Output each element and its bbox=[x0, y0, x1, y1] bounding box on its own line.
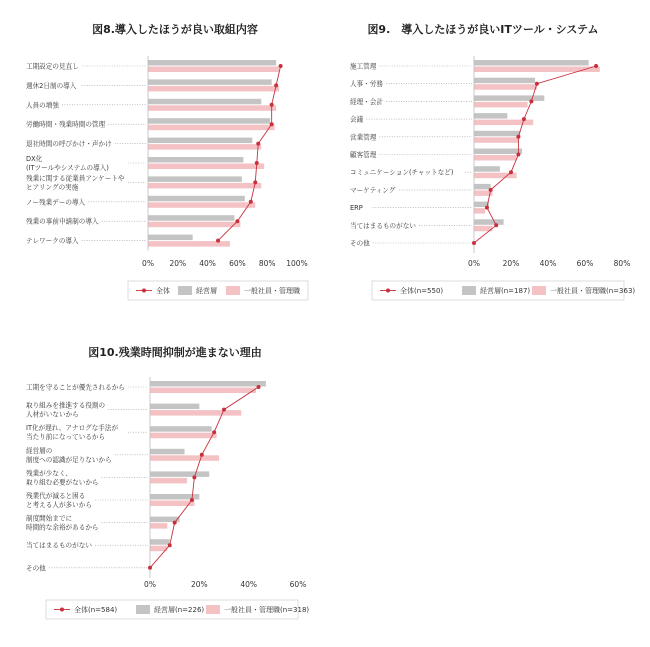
legend-label: 全体(n=550) bbox=[400, 287, 444, 295]
legend-marker-all bbox=[60, 608, 64, 612]
legend-label: 経営層 bbox=[196, 287, 217, 295]
x-tick-label: 60% bbox=[576, 259, 594, 268]
bar-staff bbox=[148, 144, 261, 150]
point-all bbox=[522, 117, 526, 121]
x-tick-label: 0% bbox=[142, 259, 154, 268]
point-all bbox=[168, 543, 172, 547]
bar-mgmt bbox=[148, 79, 272, 85]
category-label: 制度開始までに時間的な余裕があるから bbox=[26, 514, 99, 532]
category-label: その他 bbox=[350, 239, 370, 248]
point-all bbox=[270, 103, 274, 107]
legend-label: 全体(n=584) bbox=[74, 606, 118, 614]
point-all bbox=[212, 430, 216, 434]
legend-swatch-mgmt bbox=[462, 286, 476, 295]
category-label: 退社時間の呼びかけ・声かけ bbox=[26, 140, 112, 149]
bar-staff bbox=[150, 455, 219, 461]
legend-swatch-staff bbox=[532, 286, 546, 295]
bar-mgmt bbox=[148, 60, 276, 66]
bar-staff bbox=[474, 137, 518, 143]
point-all bbox=[472, 241, 476, 245]
x-tick-label: 20% bbox=[502, 259, 520, 268]
bar-mgmt bbox=[474, 131, 520, 137]
point-all bbox=[529, 99, 533, 103]
bar-mgmt bbox=[474, 95, 544, 101]
bar-mgmt bbox=[474, 78, 535, 84]
category-label: 工期設定の見直し bbox=[26, 62, 79, 71]
point-all bbox=[148, 566, 152, 570]
bar-staff bbox=[148, 125, 275, 131]
bar-mgmt bbox=[474, 113, 507, 119]
bar-staff bbox=[474, 84, 537, 90]
bar-staff bbox=[148, 67, 279, 73]
legend-label: 一般社員・管理職(n=318) bbox=[224, 606, 310, 614]
bar-staff bbox=[474, 102, 528, 108]
bar-staff bbox=[148, 164, 264, 170]
point-all bbox=[253, 180, 257, 184]
legend-marker-all bbox=[386, 289, 390, 293]
category-label: 会議 bbox=[350, 115, 364, 124]
bar-staff bbox=[148, 105, 276, 111]
category-label: 経理・会計 bbox=[350, 97, 383, 106]
x-tick-label: 60% bbox=[289, 580, 307, 589]
bar-mgmt bbox=[148, 176, 242, 182]
point-all bbox=[594, 64, 598, 68]
bar-mgmt bbox=[150, 381, 266, 387]
category-label: 人事・労務 bbox=[350, 80, 383, 89]
x-tick-label: 80% bbox=[258, 259, 276, 268]
bar-mgmt bbox=[150, 426, 212, 432]
bar-staff bbox=[148, 202, 255, 208]
x-tick-label: 0% bbox=[144, 580, 156, 589]
category-label: ERP bbox=[350, 204, 363, 213]
category-label: 工期を守ることが優先されるから bbox=[26, 383, 125, 392]
bar-mgmt bbox=[148, 157, 243, 163]
bar-mgmt bbox=[148, 118, 270, 124]
bar-mgmt bbox=[148, 215, 234, 221]
point-all bbox=[222, 408, 226, 412]
bar-mgmt bbox=[148, 235, 193, 241]
category-label: DX化(ITツールやシステムの導入) bbox=[26, 155, 109, 172]
bar-mgmt bbox=[150, 471, 209, 477]
category-label: コミュニケーション(チャットなど) bbox=[350, 168, 454, 177]
bar-mgmt bbox=[148, 138, 252, 144]
point-all bbox=[249, 200, 253, 204]
legend-swatch-staff bbox=[226, 286, 240, 295]
category-label: 経営層の制度への認識が足りないから bbox=[26, 446, 112, 464]
legend-swatch-staff bbox=[206, 605, 220, 614]
category-label: 残業に関する従業員アンケートやヒアリングの実施 bbox=[26, 174, 125, 192]
point-all bbox=[516, 135, 520, 139]
category-label: 施工管理 bbox=[350, 62, 377, 71]
bar-staff bbox=[474, 208, 485, 214]
legend-label: 一般社員・管理職(n=363) bbox=[550, 287, 636, 295]
legend-label: 経営層(n=226) bbox=[154, 606, 205, 614]
bar-mgmt bbox=[474, 166, 500, 172]
category-label: マーケティング bbox=[350, 186, 396, 195]
point-all bbox=[279, 64, 283, 68]
point-all bbox=[216, 239, 220, 243]
x-tick-label: 20% bbox=[190, 580, 208, 589]
bar-staff bbox=[474, 155, 517, 161]
point-all bbox=[173, 521, 177, 525]
series-line-all bbox=[218, 66, 281, 241]
bar-staff bbox=[150, 388, 256, 394]
bar-mgmt bbox=[474, 184, 491, 190]
x-tick-label: 20% bbox=[169, 259, 187, 268]
point-all bbox=[190, 498, 194, 502]
category-label: 取り組みを推進する役割の人材がいないから bbox=[26, 401, 106, 419]
bar-staff bbox=[150, 523, 167, 529]
legend-swatch-mgmt bbox=[136, 605, 150, 614]
point-all bbox=[192, 475, 196, 479]
legend-marker-all bbox=[142, 289, 146, 293]
x-tick-label: 40% bbox=[240, 580, 258, 589]
x-tick-label: 0% bbox=[468, 259, 480, 268]
point-all bbox=[489, 188, 493, 192]
bar-mgmt bbox=[150, 449, 185, 455]
point-all bbox=[270, 122, 274, 126]
chart-title: 図10.残業時間抑制が進まない理由 bbox=[88, 346, 262, 359]
category-label: 残業が少なく、取り組む必要がないから bbox=[26, 469, 99, 487]
category-label: その他 bbox=[26, 564, 46, 573]
x-tick-label: 40% bbox=[199, 259, 216, 268]
bar-staff bbox=[148, 222, 240, 228]
point-all bbox=[255, 161, 259, 165]
bar-staff bbox=[150, 478, 187, 484]
bar-mgmt bbox=[150, 539, 170, 545]
category-label: 当てはまるものがない bbox=[350, 221, 416, 230]
category-label: テレワークの導入 bbox=[26, 237, 79, 246]
category-label: 人員の増強 bbox=[26, 101, 59, 110]
legend-label: 全体 bbox=[156, 287, 170, 295]
bar-staff bbox=[474, 67, 600, 73]
point-all bbox=[485, 206, 489, 210]
category-label: 残業の事前申請制の導入 bbox=[26, 217, 99, 226]
bar-mgmt bbox=[474, 219, 504, 225]
category-label: 顧客管理 bbox=[350, 151, 377, 159]
legend-label: 経営層(n=187) bbox=[480, 287, 531, 295]
bar-mgmt bbox=[474, 149, 522, 155]
category-label: 営業管理 bbox=[350, 133, 377, 142]
chart-title: 図8.導入したほうが良い取組内容 bbox=[92, 23, 258, 36]
x-tick-label: 40% bbox=[539, 259, 557, 268]
x-tick-label: 60% bbox=[229, 259, 246, 268]
x-tick-label: 80% bbox=[613, 259, 631, 268]
category-label: 当てはまるものがない bbox=[26, 541, 92, 550]
point-all bbox=[256, 142, 260, 146]
point-all bbox=[516, 153, 520, 157]
x-tick-label: 100% bbox=[286, 259, 308, 268]
category-label: 労働時間・残業時間の管理 bbox=[26, 120, 106, 129]
bar-mgmt bbox=[148, 99, 261, 105]
bar-staff bbox=[150, 410, 241, 416]
category-label: 残業代が減ると困ると考える人が多いから bbox=[26, 492, 92, 509]
category-label: IT化が遅れ、アナログな手法が当たり前になっているから bbox=[26, 424, 119, 442]
bar-staff bbox=[148, 86, 279, 92]
point-all bbox=[235, 219, 239, 223]
bar-mgmt bbox=[148, 196, 245, 202]
bar-staff bbox=[150, 433, 217, 439]
bar-staff bbox=[148, 183, 261, 189]
category-label: 週休2日制の導入 bbox=[26, 81, 77, 90]
point-all bbox=[274, 83, 278, 87]
category-label: ノー残業デーの導入 bbox=[26, 198, 86, 207]
legend-label: 一般社員・管理職 bbox=[244, 287, 300, 295]
point-all bbox=[535, 82, 539, 86]
point-all bbox=[494, 223, 498, 227]
series-line-all bbox=[474, 66, 596, 243]
legend-swatch-mgmt bbox=[178, 286, 192, 295]
chart-title: 図9. 導入したほうが良いITツール・システム bbox=[367, 23, 599, 36]
point-all bbox=[257, 385, 261, 389]
bar-mgmt bbox=[474, 60, 589, 66]
point-all bbox=[509, 170, 513, 174]
bar-mgmt bbox=[150, 404, 199, 410]
point-all bbox=[200, 453, 204, 457]
